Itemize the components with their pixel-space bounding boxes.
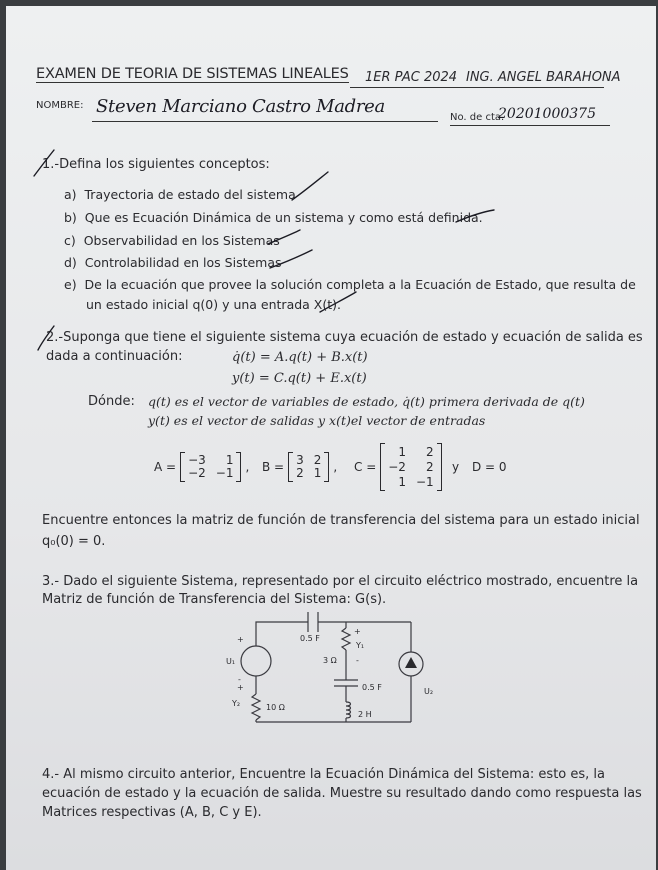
- q2-task: Encuentre entonces la matriz de función de transferencia del sistema para un estado inicial: [42, 513, 640, 528]
- q1-number: 1: [42, 157, 51, 172]
- matrix-c: C = 1 2 −2 2 1 −1: [354, 443, 442, 491]
- name-label: NOMBRE:: [36, 100, 84, 111]
- matrix-a-label: A =: [154, 460, 177, 474]
- where-line-2: y(t) es el vector de salidas y x(t)el vector de entradas: [148, 413, 486, 428]
- q3-text: 3.- Dado el siguiente Sistema, representado por el circuito eléctrico mostrado, encuentre la: [42, 574, 639, 589]
- plus-y1: +: [354, 627, 361, 636]
- state-equation: q̇(t) = A.q(t) + B.x(t): [232, 350, 368, 365]
- q2-number: 2: [46, 330, 55, 345]
- q4-text: 4.- Al mismo circuito anterior, Encuentre la Ecuación Dinámica del Sistema: esto es, la: [42, 767, 605, 782]
- plus-y2: +: [237, 683, 244, 692]
- q4-text-cont: ecuación de estado y la ecuación de salida. Muestre su resultado dando como respuesta las: [42, 786, 642, 801]
- q2-prompt-cont: dada a continuación:: [46, 349, 183, 364]
- label-y1: Y₁: [356, 641, 365, 650]
- matrix-b: B = 3 2 2 1 ,: [262, 453, 338, 480]
- capacitor-top: [308, 612, 318, 632]
- label-y2: Y₂: [232, 699, 241, 708]
- plus-u1: +: [237, 635, 244, 644]
- student-name: Steven Marciano Castro Madrea: [96, 96, 385, 117]
- check-d: [270, 250, 312, 268]
- checkmark-q1: [34, 150, 54, 176]
- q1-item-d: d) Controlabilidad en los Sistemas: [64, 255, 282, 270]
- matrix-c-label: C =: [354, 460, 377, 474]
- q1-item-a: a) Trayectoria de estado del sistema: [64, 187, 296, 202]
- arrow-up-icon: [405, 657, 417, 668]
- exam-period: 1ER PAC 2024: [365, 70, 458, 85]
- pen-marks: [34, 150, 494, 350]
- y-conjunction: y: [452, 460, 460, 474]
- check-b: [456, 210, 494, 222]
- inductor-2h: [346, 702, 351, 722]
- minus-y1: -: [356, 656, 359, 665]
- check-a: [292, 172, 328, 200]
- q2-task-cont: q₀(0) = 0.: [42, 534, 106, 549]
- check-c: [268, 230, 300, 244]
- q1-item-e-cont: un estado inicial q(0) y una entrada X(t).: [86, 297, 341, 312]
- checkmark-q2: [38, 326, 54, 350]
- label-l-mid: 2 H: [358, 710, 372, 719]
- label-c-top: 0.5 F: [300, 634, 320, 643]
- q4-text-cont-2: Matrices respectivas (A, B, C y E).: [42, 805, 262, 820]
- exam-teacher: ING. ANGEL BARAHONA: [466, 70, 621, 85]
- q1-prompt: 1.-Defina los siguientes conceptos:: [42, 157, 270, 172]
- account-number: 20201000375: [498, 106, 596, 122]
- where-line-1: q(t) es el vector de variables de estado, q̇(t) primera derivada de q(t): [148, 394, 585, 409]
- check-e: [320, 292, 356, 312]
- q1-item-e: e) De la ecuación que provee la solución completa a la Ecuación de Estado, que resulta de: [64, 277, 636, 292]
- exam-title: EXAMEN DE TEORIA DE SISTEMAS LINEALES: [36, 66, 349, 82]
- minus-u1: -: [238, 675, 241, 684]
- label-c-mid: 0.5 F: [362, 683, 382, 692]
- q1-item-b: b) Que es Ecuación Dinámica de un sistema y como está definida.: [64, 210, 483, 225]
- capacitor-mid: [334, 680, 358, 686]
- q3-text-cont: Matriz de función de Transferencia del Sistema: G(s).: [42, 592, 387, 607]
- voltage-source-u1: [241, 646, 271, 676]
- label-u2: U₂: [424, 687, 434, 696]
- label-r-top: 3 Ω: [323, 656, 337, 665]
- where-label: Dónde:: [88, 394, 135, 409]
- resistor-10ohm: [252, 694, 260, 720]
- matrix-a: A = −3 1 −2 −1 ,: [154, 453, 250, 480]
- account-label: No. de cta.: [450, 112, 505, 123]
- resistor-3ohm: [342, 628, 350, 650]
- label-r-left: 10 Ω: [266, 703, 285, 712]
- matrix-b-label: B =: [262, 460, 285, 474]
- q2-prompt: 2.-Suponga que tiene el siguiente sistema cuya ecuación de estado y ecuación de salida es: [46, 330, 643, 345]
- label-u1: U₁: [226, 657, 236, 666]
- output-equation: y(t) = C.q(t) + E.x(t): [232, 371, 367, 386]
- q1-item-c: c) Observabilidad en los Sistemas: [64, 233, 280, 248]
- matrix-d: D = 0: [472, 460, 507, 474]
